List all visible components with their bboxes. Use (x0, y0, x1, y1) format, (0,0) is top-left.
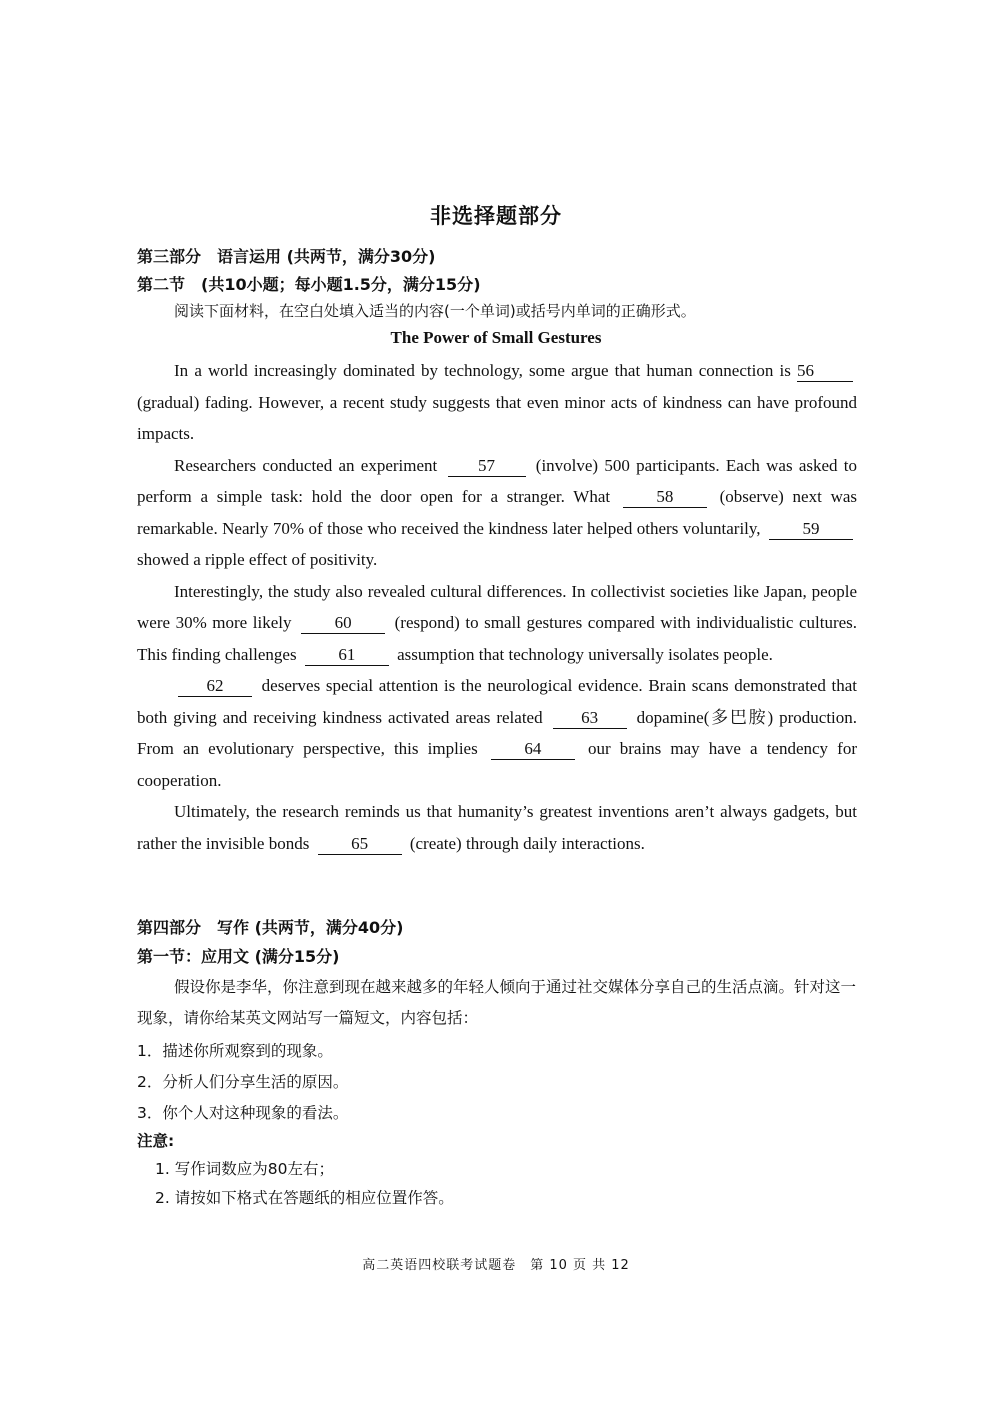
text: deserves special attention is the neurological evidence. Brain scans demonstrated that both giving and receiving kindness activated areas related (137, 676, 857, 727)
paragraph-2 (137, 450, 857, 576)
text: (gradual) fading. However, a recent study suggests that even minor acts of kindness can have profound impacts. (137, 392, 857, 443)
text: showed a ripple effect of positivity. (137, 550, 378, 569)
blank-58: 58 (623, 487, 707, 508)
blank-63: 63 (553, 708, 627, 729)
text: assumption that technology universally isolates people. (397, 644, 773, 664)
blank-57: 57 (448, 456, 526, 477)
section3-subheading: 第二节 (共10小题；每小题1.5分，满分15分) (137, 275, 481, 294)
text: (involve) 500 participants. Each was asked to perform a simple task: hold the door open for a stranger. What (137, 455, 858, 506)
text: Ultimately, the research reminds us that humanity’s greatest inventions aren’t always gadgets, but rather the invisible bonds (137, 802, 857, 853)
notes-label: 注意: (137, 1132, 175, 1150)
task-prompt: 假设你是李华，你注意到现在越来越多的年轻人倾向于通过社交媒体分享自己的生活点滴。针对这一现象，请你给某英文网站写一篇短文，内容包括： (137, 978, 857, 1027)
text: In a world increasingly dominated by technology, some argue that human connection is (174, 361, 791, 380)
passage-title: The Power of Small Gestures (390, 328, 602, 347)
text: Interestingly, the study also revealed cultural differences. In collectivist societies like Japan, people were 30% more likely (137, 581, 857, 632)
writing-task (137, 972, 857, 1034)
blank-62: 62 (178, 676, 252, 697)
text: (observe) next was remarkable. Nearly 70% of those who received the kindness later helped others voluntarily, (137, 487, 858, 538)
passage (137, 355, 857, 859)
section4-subheading: 第一节：应用文 (满分15分) (137, 947, 340, 966)
task-item: 1．描述你所观察到的现象。 (137, 1042, 333, 1060)
paragraph-1 (137, 355, 857, 450)
note-item: 1. 写作词数应为80左右； (155, 1160, 334, 1178)
paragraph-4 (137, 670, 857, 796)
blank-56: 56 (797, 361, 853, 382)
note-item: 2. 请按如下格式在答题纸的相应位置作答。 (155, 1189, 454, 1207)
text: (create) through daily interactions. (409, 833, 645, 853)
page-title: 非选择题部分 (430, 204, 562, 228)
task-item: 3．你个人对这种现象的看法。 (137, 1104, 349, 1122)
section4-heading: 第四部分 写作 (共两节，满分40分) (137, 918, 404, 937)
blank-61: 61 (305, 645, 389, 666)
paragraph-3 (137, 576, 857, 671)
text: (respond) to small gestures compared with individualistic cultures. This finding challenges (137, 613, 858, 664)
page-footer: 高二英语四校联考试题卷 第 10 页 共 12 (362, 1258, 630, 1273)
task-item: 2．分析人们分享生活的原因。 (137, 1073, 349, 1091)
paragraph-5 (137, 796, 857, 859)
blank-64: 64 (491, 739, 575, 760)
blank-60: 60 (301, 613, 385, 634)
blank-65: 65 (318, 834, 402, 855)
instruction-text: 阅读下面材料，在空白处填入适当的内容(一个单词)或括号内单词的正确形式。 (174, 302, 696, 320)
text: dopamine(多巴胺) production. From an evolutionary perspective, this implies (137, 707, 858, 758)
section3-heading: 第三部分 语言运用 (共两节，满分30分) (137, 247, 436, 266)
text: Researchers conducted an experiment (174, 455, 438, 475)
text: our brains may have a tendency for cooperation. (137, 739, 857, 790)
blank-59: 59 (769, 519, 853, 540)
